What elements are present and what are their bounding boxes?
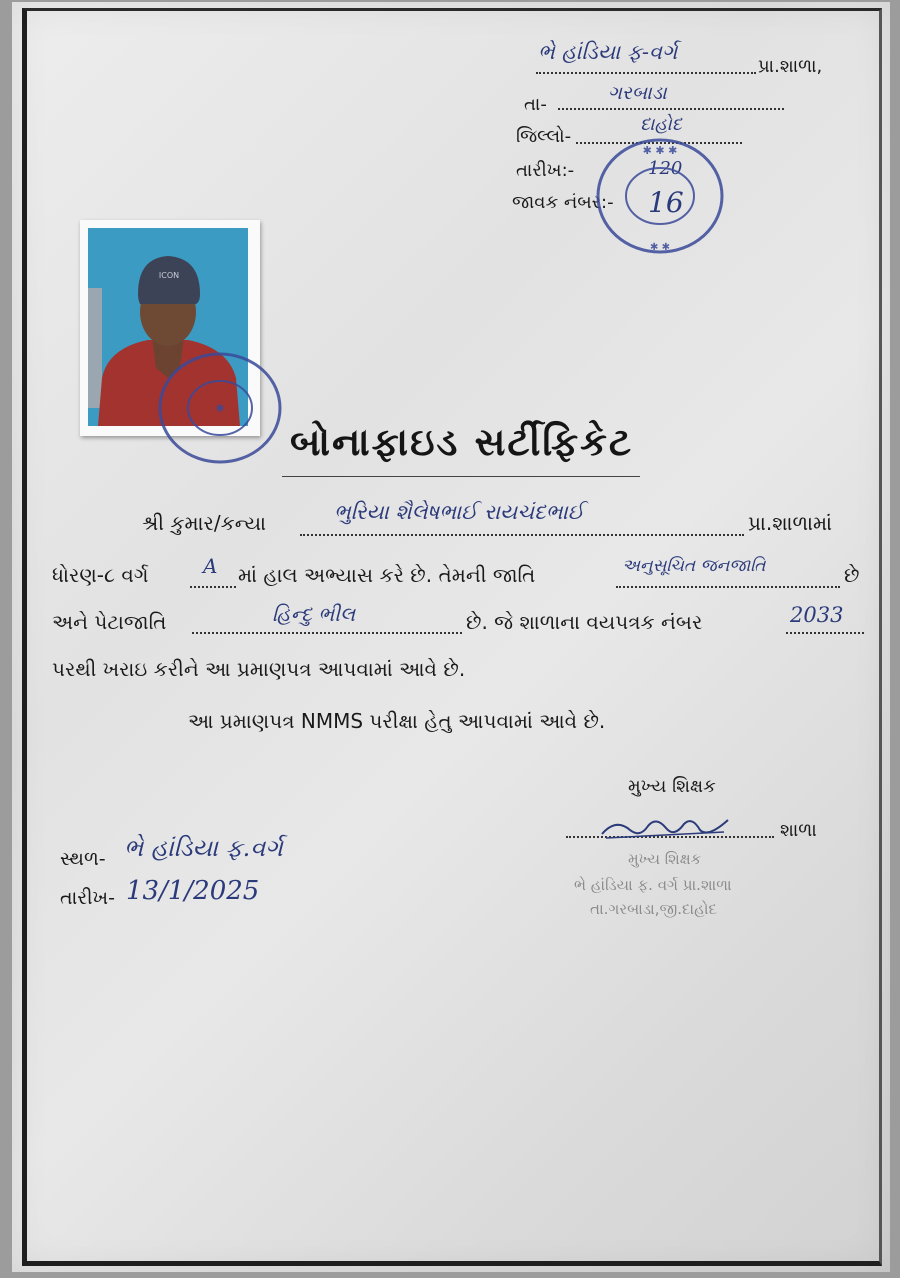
school-seal-stamp-photo (150, 346, 290, 476)
body-line4: પરથી ખરાઇ કરીને આ પ્રમાણપત્ર આપવામાં આવે છે. (52, 657, 466, 681)
inward-handwritten: 16 (648, 186, 684, 219)
student-name-dots (300, 534, 744, 536)
svg-text:✱ ✱ ✱: ✱ ✱ ✱ (642, 144, 678, 157)
student-name-handwritten: ભુરિયા શૈલેષભાઈ રાયચંદભાઈ (334, 500, 584, 524)
subcaste-dots (192, 632, 462, 634)
signature-school-suffix: શાળા (780, 820, 817, 841)
subcaste-handwritten: હિન્દુ ભીલ (272, 602, 356, 626)
caste-dots (616, 586, 840, 588)
division-dots (190, 586, 236, 588)
register-text: છે. જે શાળાના વયપત્રક નંબર (466, 610, 703, 634)
district-label: જિલ્લો- (516, 126, 572, 147)
inward-label: જાવક નંબર:- (512, 192, 614, 213)
footer-date-label: તારીખ- (60, 887, 115, 909)
headmaster-role: મુખ્ય શિક્ષક (628, 776, 716, 797)
taluka-label: તા- (524, 94, 547, 115)
date-handwritten: 120 (648, 158, 683, 179)
date-label: તારીખ:- (516, 160, 575, 181)
svg-text:✱: ✱ (215, 402, 225, 415)
title-underline (282, 476, 640, 477)
std-text: માં હાલ અભ્યાસ કરે છે. તેમની જાતિ (238, 563, 536, 587)
division-handwritten: A (203, 554, 218, 578)
certificate-title: બોનાફાઇડ સર્ટીફિકેટ (290, 420, 634, 464)
body-line1-prefix: શ્રી કુમાર/કન્યા (142, 511, 267, 535)
district-handwritten: દાહોદ (640, 114, 682, 135)
page-border (22, 8, 882, 1266)
taluka-handwritten: ગરબાડા (608, 82, 667, 104)
school-name-dots (536, 72, 756, 74)
caste-handwritten: અનુસૂચિત જનજાતિ (622, 556, 766, 576)
purpose-line: આ પ્રમાણપત્ર NMMS પરીક્ષા હેતુ આપવામાં આવે છે. (188, 709, 606, 733)
subcaste-label: અને પેટાજાતિ (52, 610, 167, 634)
svg-text:✱ ✱: ✱ ✱ (650, 242, 670, 253)
school-name-handwritten: ભે હાંડિયા ફ-વર્ગ (538, 40, 678, 64)
cap-text: ICON (158, 271, 180, 280)
place-label: સ્થળ- (60, 848, 106, 870)
place-handwritten: ભે હાંડિયા ફ.વર્ગ (124, 834, 283, 862)
stamp-line2: ભે હાંડિયા ફ. વર્ગ પ્રા.શાળા (574, 876, 732, 894)
std-label: ધોરણ-૮ વર્ગ (52, 563, 149, 587)
register-dots (786, 632, 864, 634)
register-number-handwritten: 2033 (790, 603, 844, 627)
taluka-dots (558, 108, 784, 110)
school-suffix: પ્રા.શાળા, (758, 56, 823, 77)
school-seal-stamp-top (588, 132, 738, 262)
body-line1-suffix: પ્રા.શાળામાં (748, 511, 833, 535)
headmaster-signature (596, 808, 736, 848)
footer-date-handwritten: 13/1/2025 (126, 876, 260, 906)
caste-suffix: છે (844, 563, 860, 587)
stamp-line3: તા.ગરબાડા,જી.દાહોદ (590, 900, 717, 918)
stamp-line1: મુખ્ય શિક્ષક (628, 850, 702, 868)
